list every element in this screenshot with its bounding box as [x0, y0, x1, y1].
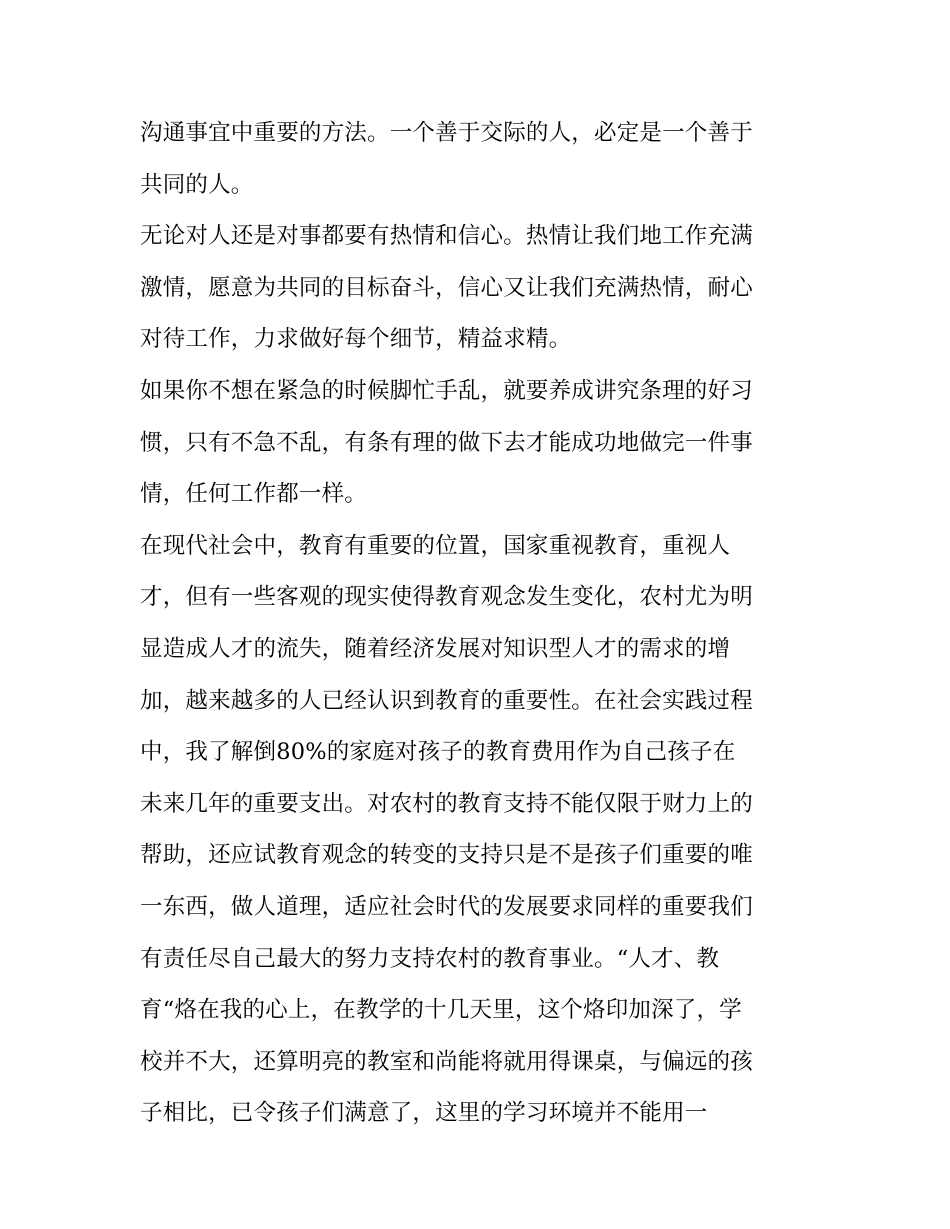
text-line: 子相比，已令孩子们满意了，这里的学习环境并不能用一 [140, 1100, 708, 1127]
text-line: 激情，愿意为共同的目标奋斗，信心又让我们充满热情，耐心 [140, 274, 753, 301]
text-line: 有责任尽自己最大的努力支持农村的教育事业。“人才、教 [140, 945, 720, 972]
body-text [140, 108, 820, 1140]
text-line: 加，越来越多的人已经认识到教育的重要性。在社会实践过程 [140, 687, 753, 714]
text-line: 中，我了解倒80%的家庭对孩子的教育费用作为自己孩子在 [140, 739, 736, 766]
text-line: 如果你不想在紧急的时候脚忙手乱，就要养成讲究条理的好习 [140, 377, 753, 404]
text-line: 在现代社会中，教育有重要的位置，国家重视教育，重视人 [140, 532, 731, 559]
text-line: 情，任何工作都一样。 [140, 481, 368, 508]
text-line: 未来几年的重要支出。对农村的教育支持不能仅限于财力上的 [140, 790, 753, 817]
text-line: 惯，只有不急不乱，有条有理的做下去才能成功地做完一件事 [140, 429, 753, 456]
text-line: 共同的人。 [140, 171, 254, 198]
text-line: 显造成人才的流失，随着经济发展对知识型人才的需求的增 [140, 635, 731, 662]
text-line: 才，但有一些客观的现实使得教育观念发生变化，农村尤为明 [140, 584, 753, 611]
text-line: 育“烙在我的心上，在教学的十几天里，这个烙印加深了，学 [140, 997, 742, 1024]
text-line: 对待工作，力求做好每个细节，精益求精。 [140, 326, 572, 353]
text-line: 无论对人还是对事都要有热情和信心。热情让我们地工作充满 [140, 223, 753, 250]
text-line: 校并不大，还算明亮的教室和尚能将就用得课桌，与偏远的孩 [140, 1048, 753, 1075]
text-line: 沟通事宜中重要的方法。一个善于交际的人，必定是一个善于 [140, 120, 753, 146]
text-line: 一东西，做人道理，适应社会时代的发展要求同样的重要我们 [140, 893, 753, 920]
text-line: 帮助，还应试教育观念的转变的支持只是不是孩子们重要的唯 [140, 842, 753, 869]
